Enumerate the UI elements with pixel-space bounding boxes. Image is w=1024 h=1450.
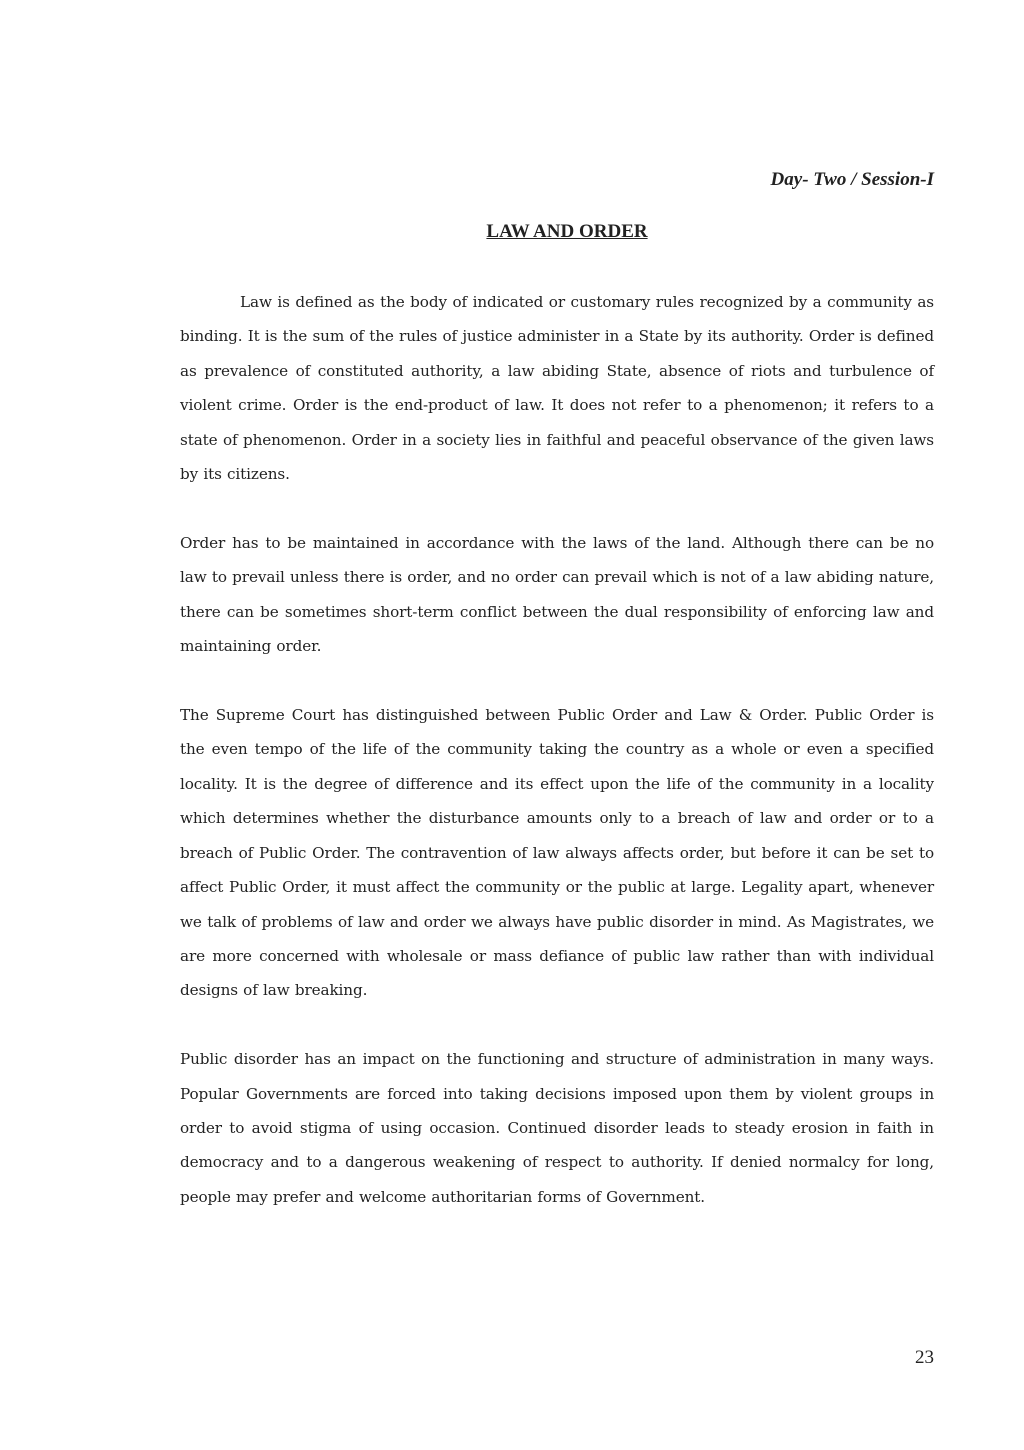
paragraph-law-definition: Law is defined as the body of indicated or customary rules recognized by a community as binding. It is the sum of the rules of justice administer in a State by its authority. Order is defined as prevalence of constituted authority, a law abiding State, absence of riots and turbulence of violent crime. Order is the end-product of law. It does not refer to a phenomenon; it refers to a state of phenomenon. Order in a society lies in faithful and peaceful observance of the given laws by its citizens. — [180, 293, 934, 484]
session-label: Day- Two / Session-I — [770, 169, 934, 190]
page-number: 23 — [915, 1347, 934, 1368]
paragraph-supreme-court: The Supreme Court has distinguished between Public Order and Law & Order. Public Order is the even tempo of the life of the community taking the country as a whole or even a specified locality. It is the degree of difference and its effect upon the life of the community in a locality which determines whether the disturbance amounts only to a breach of law and order or to a breach of Public Order. The contravention of law always affects order, but before it can be set to affect Public Order, it must affect the community or the public at large. Legality apart, whenever we talk of problems of law and order we always have public disorder in mind. As Magistrates, we are more concerned with wholesale or mass defiance of public law rather than with individual designs of law breaking. — [180, 706, 934, 1000]
paragraph-public-disorder: Public disorder has an impact on the functioning and structure of administration in many ways. Popular Governments are forced into taking decisions imposed upon them by violent groups in order to avoid stigma of using occasion. Continued disorder leads to steady erosion in faith in democracy and to a dangerous weakening of respect to authority. If denied normalcy for long, people may prefer and welcome authoritarian forms of Government. — [180, 1050, 934, 1206]
page-title: LAW AND ORDER — [486, 221, 648, 242]
body-text — [180, 285, 934, 1249]
paragraph-order-maintenance: Order has to be maintained in accordance with the laws of the land. Although there can be no law to prevail unless there is order, and no order can prevail which is not of a law abiding nature, there can be sometimes short-term conflict between the dual responsibility of enforcing law and maintaining order. — [180, 533, 934, 656]
